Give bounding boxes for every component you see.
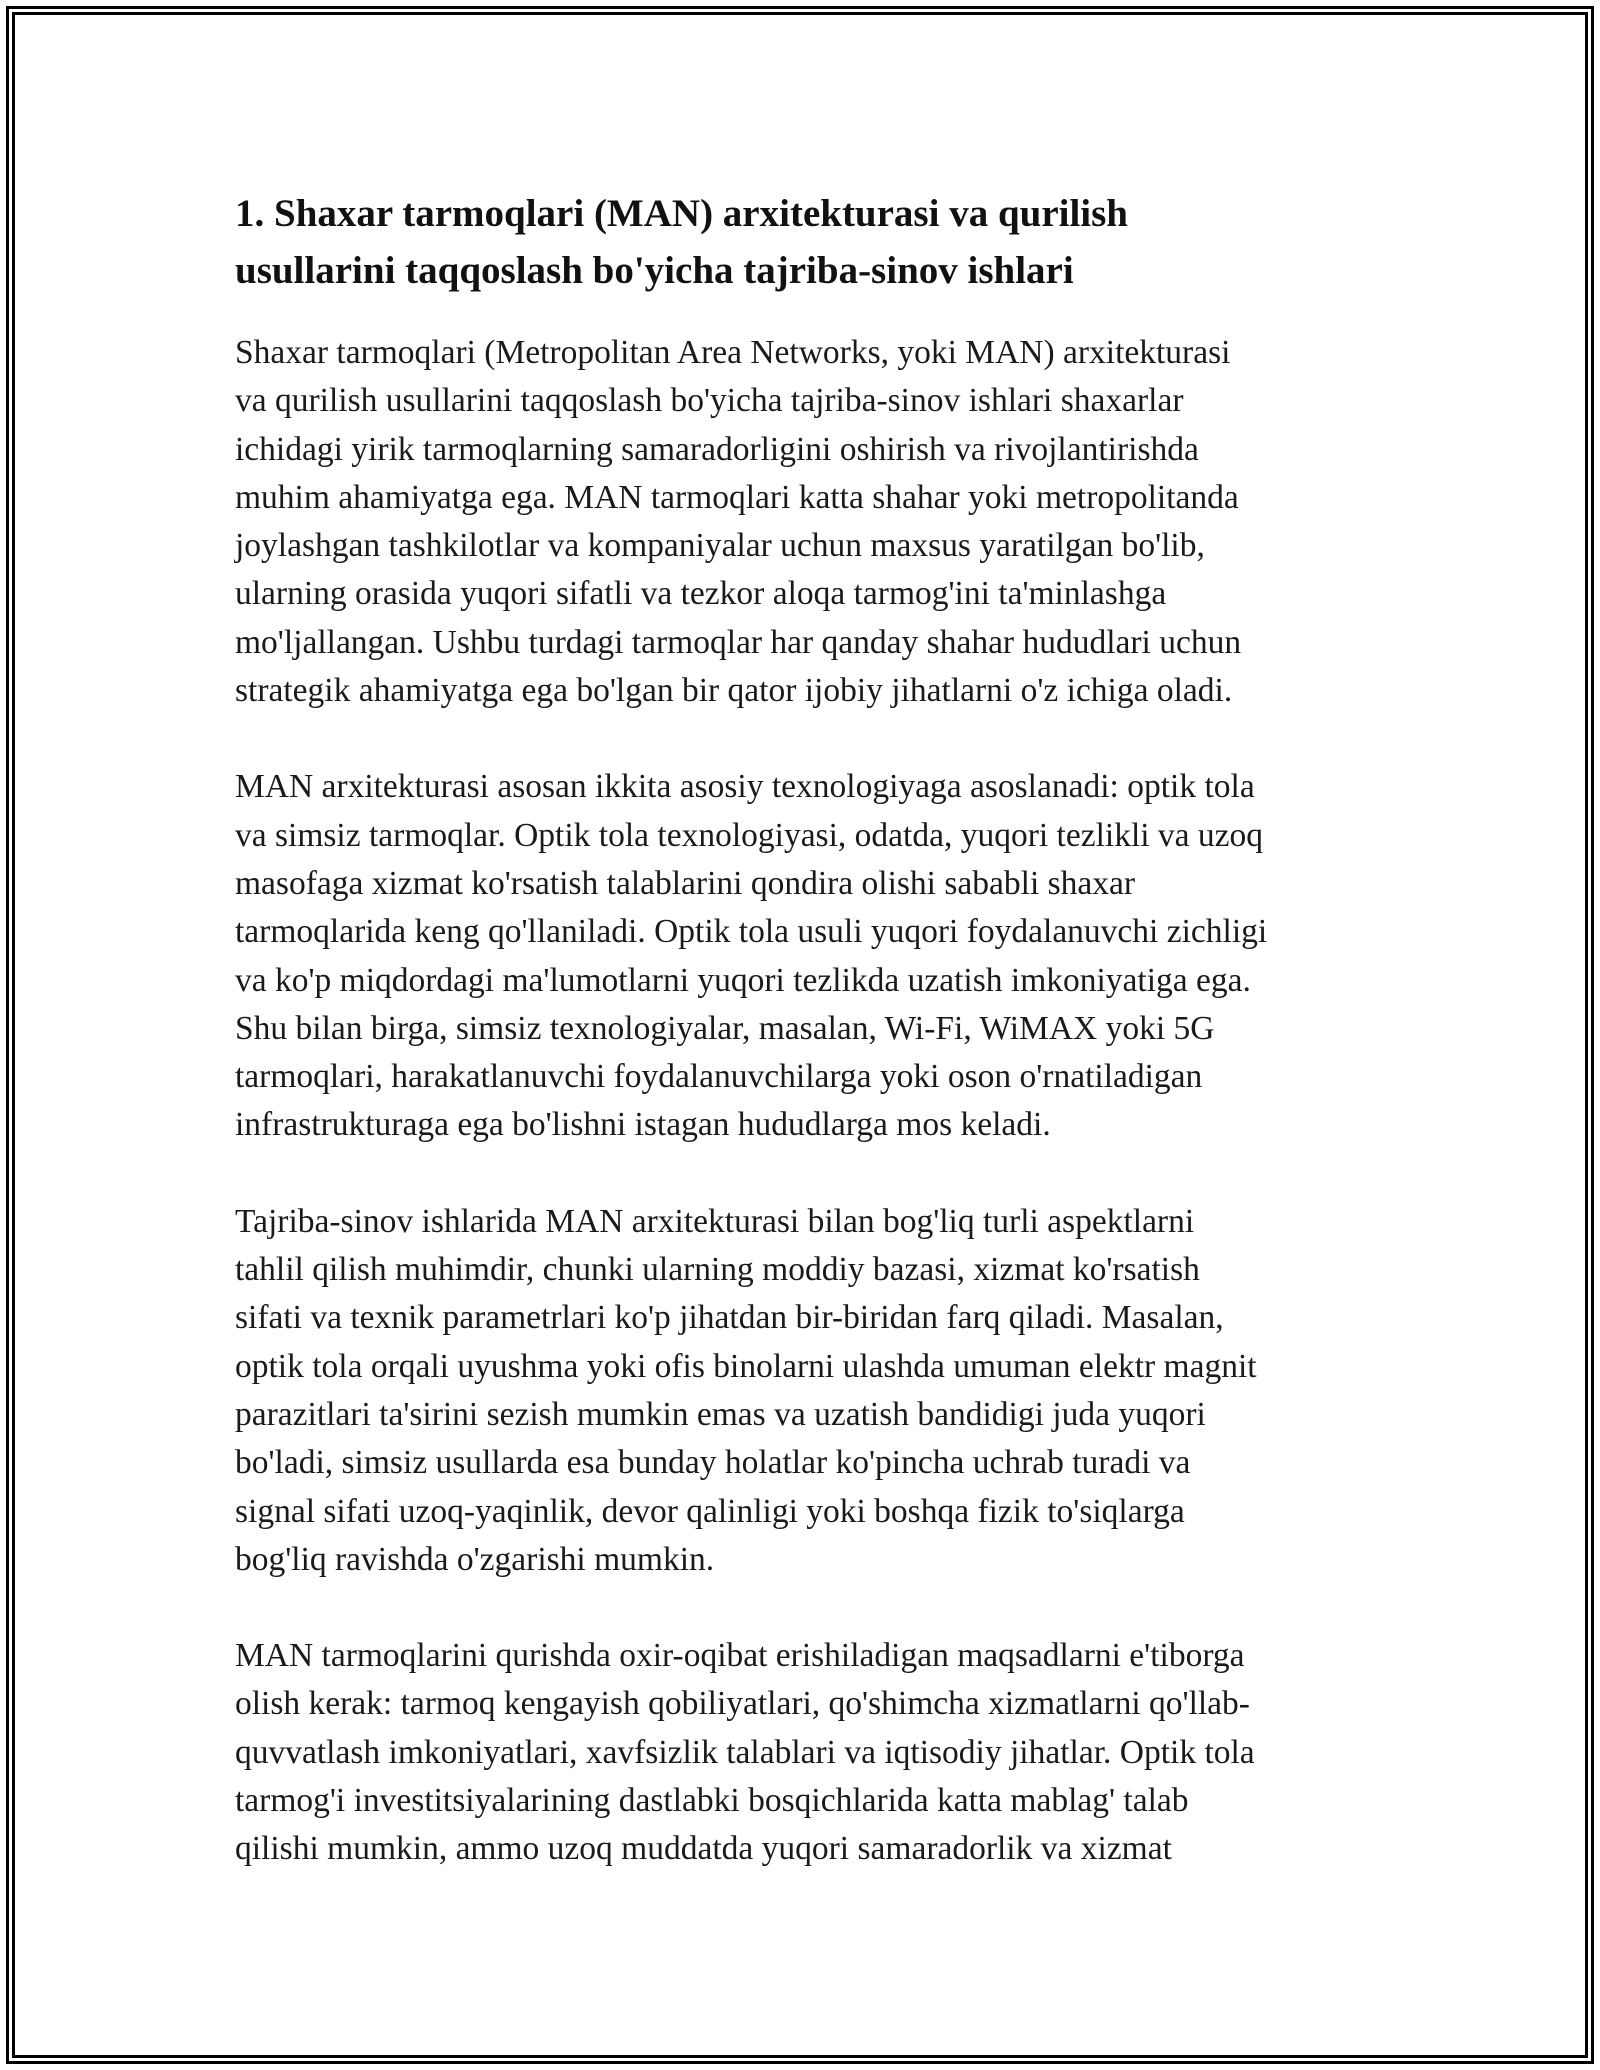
paragraph-goals [235,1632,1390,1873]
text-line: masofaga xizmat ko'rsatish talablarini qondira olishi sababli shaxar [235,864,1136,902]
text-line: tahlil qilish muhimdir, chunki ularning moddiy bazasi, xizmat ko'rsatish [235,1251,1200,1289]
text-line: Tajriba-sinov ishlarida MAN arxitekturasi bilan bog'liq turli aspektlarni [235,1202,1195,1240]
text-line: optik tola orqali uyushma yoki ofis binolarni ulashda umuman elektr magnit [235,1347,1257,1385]
text-line: MAN arxitekturasi asosan ikkita asosiy texnologiyaga asoslanadi: optik tola [235,768,1255,806]
text-line: olish kerak: tarmoq kengayish qobiliyatlari, qo'shimcha xizmatlarni qo'llab- [235,1685,1250,1723]
text-line: parazitlari ta'sirini sezish mumkin emas va uzatish bandidigi juda yuqori [235,1395,1206,1433]
text-line: va simsiz tarmoqlar. Optik tola texnologiyasi, odatda, yuqori tezlikli va uzoq [235,816,1264,854]
text-line: muhim ahamiyatga ega. MAN tarmoqlari katta shahar yoki metropolitanda [235,478,1239,516]
text-line: Shaxar tarmoqlari (Metropolitan Area Networks, yoki MAN) arxitekturasi [235,334,1231,371]
text-line: bog'liq ravishda o'zgarishi mumkin. [235,1540,715,1578]
text-line: sifati va texnik parametrlari ko'p jihatdan bir-biridan farq qiladi. Masalan, [235,1299,1224,1337]
text-line: va ko'p miqdordagi ma'lumotlarni yuqori tezlikda uzatish imkoniyatiga ega. [235,961,1251,999]
text-line: joylashgan tashkilotlar va kompaniyalar uchun maxsus yaratilgan bo'lib, [235,527,1205,565]
text-line: tarmoqlarida keng qo'llaniladi. Optik tola usuli yuqori foydalanuvchi zichligi [235,913,1268,951]
text-line: signal sifati uzoq-yaqinlik, devor qalinligi yoki boshqa fizik to'siqlarga [235,1492,1185,1530]
text-line: ularning orasida yuqori sifatli va tezkor aloqa tarmog'ini ta'minlashga [235,575,1167,613]
text-line: MAN tarmoqlarini qurishda oxir-oqibat erishiladigan maqsadlarni e'tiborga [235,1637,1245,1675]
text-line: tarmog'i investitsiyalarining dastlabki bosqichlarida katta mablag' talab [235,1782,1189,1820]
text-line: quvvatlash imkoniyatlari, xavfsizlik talablari va iqtisodiy jihatlar. Optik tola [235,1733,1255,1771]
title-line: 1. Shaxar tarmoqlari (MAN) arxitekturasi va qurilish [235,192,1129,235]
text-line: infrastrukturaga ega bo'lishni istagan hududlarga mos keladi. [235,1106,1051,1144]
text-line: mo'ljallangan. Ushbu turdagi tarmoqlar har qanday shahar hududlari uchun [235,623,1242,661]
text-line: qilishi mumkin, ammo uzoq muddatda yuqori samaradorlik va xizmat [235,1830,1172,1868]
text-line: tarmoqlari, harakatlanuvchi foydalanuvchilarga yoki oson o'rnatiladigan [235,1058,1203,1096]
paragraph-experiments [235,1198,1390,1584]
document-body [235,185,1390,1922]
title-line: usullarini taqqoslash bo'yicha tajriba-sinov ishlari [235,249,1074,292]
text-line: strategik ahamiyatga ega bo'lgan bir qator ijobiy jihatlarni o'z ichiga oladi. [235,672,1233,710]
text-line: Shu bilan birga, simsiz texnologiyalar, masalan, Wi-Fi, WiMAX yoki 5G [235,1009,1215,1047]
paragraph-intro [235,329,1390,715]
text-line: ichidagi yirik tarmoqlarning samaradorligini oshirish va rivojlantirishda [235,430,1199,468]
section-title [235,185,1390,299]
paragraph-architecture [235,763,1390,1149]
text-line: bo'ladi, simsiz usullarda esa bunday holatlar ko'pincha uchrab turadi va [235,1444,1191,1482]
text-line: va qurilish usullarini taqqoslash bo'yicha tajriba-sinov ishlari shaxarlar [235,382,1184,420]
